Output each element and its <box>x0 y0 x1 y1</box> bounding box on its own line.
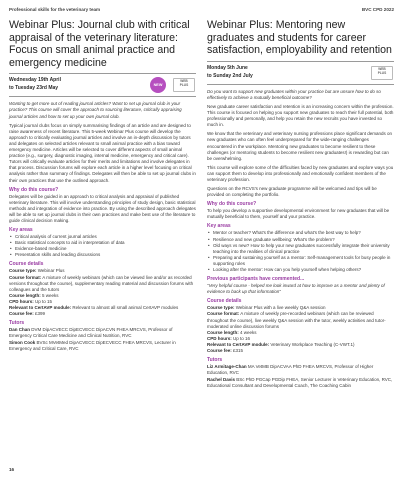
tutor-name: Liz Armitage-Chan <box>207 364 247 370</box>
tutor-entry <box>9 327 196 339</box>
detail-value: Webinar Plus <box>36 268 65 274</box>
page-number: 16 <box>9 467 15 472</box>
webinar-plus-logo: WEB PLUS <box>371 66 393 80</box>
detail-value: 4 weeks <box>238 329 257 335</box>
list-item: • Resilience and new graduate wellbeing: What's the problem? <box>213 237 394 243</box>
list-item: • Basic statistical concepts to aid in interpretation of data <box>15 240 196 246</box>
detail-row <box>207 348 394 354</box>
list-item: • Preparing and sustaining yourself as a mentor: Self-management tools for busy people in supporting roles <box>213 255 394 267</box>
new-badge: NEW <box>150 77 166 93</box>
right-intro: Do you want to support new graduates within your practice but are unsure how to do so effectively to achieve a mutually beneficial outcome? <box>207 88 381 100</box>
tutor-credentials: BVSc MVetMed DipACVECC DipECVECC FHEA MRCVS, Lecturer in Emergency and Critical Care, RVC <box>9 340 176 352</box>
right-date-end: to Sunday 2nd July <box>207 72 253 79</box>
right-details-heading: Course details <box>207 298 242 305</box>
detail-value: Up to 16 <box>231 335 251 341</box>
left-course-column <box>9 19 196 354</box>
page-header <box>0 0 403 19</box>
right-previous-heading: Previous participants have commented... <box>207 276 305 283</box>
detail-key: CPD hours: <box>9 298 34 304</box>
list-item: • Mentor or teacher? What's the difference and what's the best way to help? <box>213 230 394 236</box>
right-course-dates <box>207 61 394 85</box>
detail-value: A mixture of weekly pre-recorded webinars (which can be reviewed throughout the course), live weekly Q&A session with the tutor, weekly activities and tutor-moderated online discussion forums <box>207 311 386 329</box>
left-why-text: Delegates will be guided in an approach to critical analysis and appraisal of published veterinary literature. This will involve understanding principles of study design, basic statistical methods and integration of evidence into practice. By using the described approach delegates will be able to set up journal clubs in their own practices and make best use of the literature to guide clinical decision making. <box>9 193 196 223</box>
list-item: • Evidence-based medicine <box>15 246 196 252</box>
tutor-entry <box>9 340 196 352</box>
left-key-areas-list <box>9 234 196 258</box>
detail-key: Course length: <box>9 292 41 298</box>
list-item: • Critical analysis of current journal articles <box>15 234 196 240</box>
header-brand: BVC CPD 2022 <box>361 7 394 12</box>
right-description-2: We know that the veterinary and veterinary nursing professions place significant demands on new graduates who can often feel underprepared for the wide-ranging challenges encountered in the workplace. Mentoring new graduates to become resilient to these challenges (or mentoring students to become resilient new graduates!) is rewarding but can be overwhelming. <box>207 131 393 161</box>
detail-value: Webinar Plus with a live weekly Q&A session <box>234 305 326 311</box>
right-why-heading: Why do this course? <box>207 201 257 208</box>
detail-row <box>9 311 196 317</box>
right-description-3: This course will explore some of the difficulties faced by new graduates and explore ways you can support them to develop into professionally and emotionally confident members of the veterinary profession. <box>207 164 394 182</box>
detail-value: Relevant to almost all small animal CertAVP modules <box>71 305 179 310</box>
detail-key: Course fee: <box>207 347 232 353</box>
left-details-heading: Course details <box>9 261 44 268</box>
detail-row <box>9 275 196 293</box>
left-course-dates <box>9 73 196 97</box>
left-tutors-heading: Tutors <box>9 320 25 327</box>
left-date-start: Wednesday 19th April <box>9 77 61 84</box>
list-item: • Looking after the mentor: How can you help yourself when helping others? <box>213 267 394 273</box>
list-item: • Presentation skills and leading discussions <box>15 252 196 258</box>
tutor-credentials: DVM DipACVECC DipECVECC DipACVN FHEA MRCVS, Professor of Emergency Critical Care Medicine and Clinical Nutrition, RVC <box>9 327 173 339</box>
detail-value: £399 <box>33 311 46 317</box>
right-description-4: Questions on the RCVS's new graduate programme will be welcomed and tips will be provided on completing the portfolio. <box>207 186 377 198</box>
detail-key: Course type: <box>207 305 235 311</box>
right-date-start: Monday 5th June <box>207 64 248 71</box>
tutor-name: Rachel Davis <box>207 377 236 383</box>
detail-value: 5 weeks <box>40 292 59 298</box>
tutor-credentials: MA VetMB DipACVAA PhD FHEA MRCVS, Professor of Higher Education, RVC <box>207 364 374 376</box>
tutor-name: Dan Chan <box>9 327 31 333</box>
detail-key: Course type: <box>9 268 37 274</box>
detail-key: CPD hours: <box>207 335 232 341</box>
right-key-areas-list <box>207 230 394 273</box>
right-tutors-heading: Tutors <box>207 357 223 364</box>
detail-value: £315 <box>231 347 244 353</box>
detail-key: Course fee: <box>9 311 34 317</box>
left-key-areas-heading: Key areas <box>9 227 33 234</box>
left-intro: Wanting to get more out of reading journal articles? Want to set up journal club in your practice? This course will cover the approach to sourcing literature, critically appraising journal articles and how to set up your own journal club. <box>9 101 182 119</box>
right-key-areas-heading: Key areas <box>207 223 231 230</box>
right-course-column <box>207 19 394 390</box>
list-item: • Old ways vs new? How to help your new graduates successfully integrate their university teaching into the realities of clinical practice <box>213 243 394 255</box>
detail-key: Course format: <box>207 311 240 317</box>
detail-key: Relevant to CertAVP module: <box>207 341 270 347</box>
detail-value: Veterinary Workplace Teaching (C-VWT.1) <box>269 341 355 347</box>
left-why-heading: Why do this course? <box>9 186 59 193</box>
detail-key: Course format: <box>9 274 42 280</box>
left-course-title: Webinar Plus: Journal club with critical appraisal of the veterinary literature: Focus on small animal practice and emergency medicine <box>9 19 190 69</box>
tutor-credentials: BSc PhD PGCap PGDip FHEA, Senior Lecturer in Veterinary Education, RVC, Educational Consultant and Developmental Coach, The Coaching Cabin <box>207 377 393 389</box>
tutor-name: Simon Cook <box>9 340 36 346</box>
right-description-1: New graduate career satisfaction and retention is an increasing concern within the profession. This course is focused on helping you support new graduates to reach their full potential, both professionally and personally, and help you retain the new recruits you have invested so much in. <box>207 103 394 128</box>
left-description: Typical journal clubs focus on simply summarising findings of an article and are designed to raise awareness of recent literature. This 5-week Webinar Plus course will develop the approach to critically evaluating journal articles and involve an in-depth discussion by tutors and delegates on selected articles relevant to small animal practice with a bias toward emergency medicine. Articles will be selected to cover different aspects of small animal practice (e.g., surgery, diagnostic imaging, internal medicine, emergency and critical care). Tutors will critically evaluate articles for their merits and limitations and involve delegates in that process. Discussion forums will explore each article in a higher level focusing on critical analysis rather than summary of findings. Delegates will then be able to set up journal clubs in their own practices that use the outlined approach. <box>9 122 196 183</box>
right-why-text: To help you develop a supportive developmental environment for new graduates that will be mutually beneficial to them, yourself and your practice. <box>207 208 390 220</box>
detail-key: Course length: <box>207 329 239 335</box>
detail-value: Up to 15 <box>33 298 53 304</box>
right-course-title: Webinar Plus: Mentoring new graduates and students for career satisfaction, employability and retention <box>207 19 392 57</box>
header-section-title: Professional skills for the veterinary team <box>9 7 101 12</box>
tutor-entry <box>207 364 394 376</box>
detail-key: Relevant to CertAVP module: <box>9 305 72 310</box>
webinar-plus-logo: WEB PLUS <box>173 78 195 92</box>
tutor-entry <box>207 377 394 389</box>
detail-row <box>207 311 394 329</box>
left-date-end: to Tuesday 23rd May <box>9 85 59 92</box>
detail-value: A mixture of weekly webinars (which can be viewed live and/or as recorded versions throughout the course), supplementary reading material and discussion forums with colleagues and the tutors <box>9 274 194 292</box>
participant-quote: "Very helpful course - helped me look inward at how to improve as a mentor and plenty of evidence to back up that information" <box>207 283 385 295</box>
